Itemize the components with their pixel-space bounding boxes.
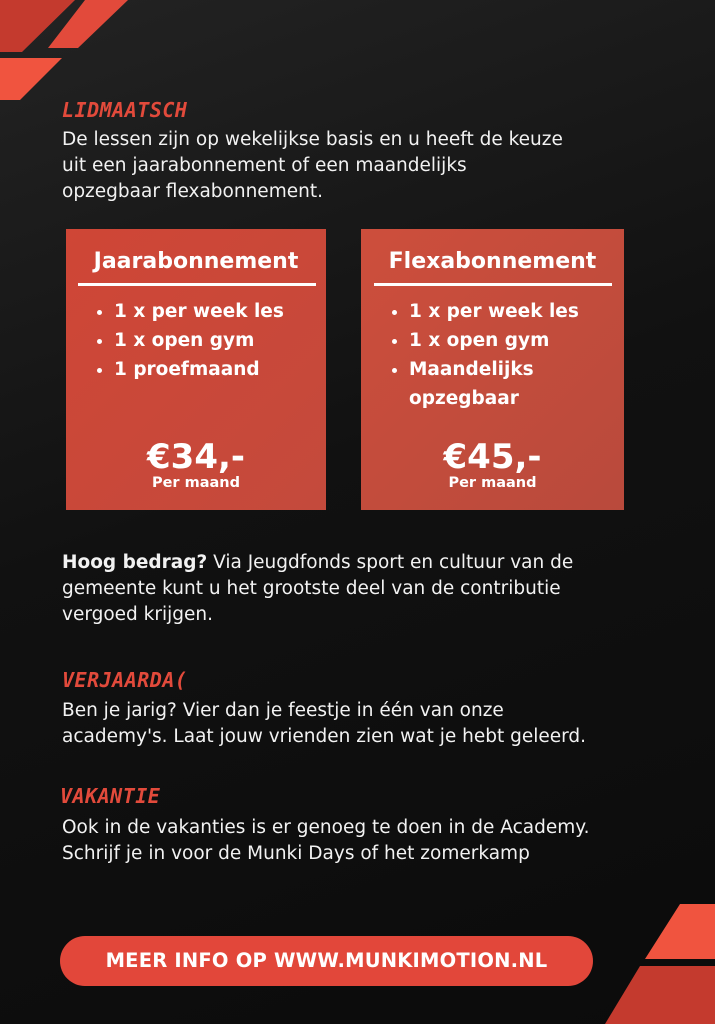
plan-title: Jaarabonnement bbox=[93, 249, 299, 274]
plan-features bbox=[383, 297, 609, 413]
top-left-decoration bbox=[0, 0, 130, 100]
plan-price: €34,- bbox=[147, 437, 245, 477]
funding-note-text: Via Jeugdfonds sport en cultuur van de bbox=[207, 552, 574, 573]
plan-feature: • 1 x per week les bbox=[409, 297, 609, 326]
membership-intro-line: uit een jaarabonnement of een maandelijks bbox=[62, 155, 467, 176]
plan-card-flex bbox=[361, 229, 624, 510]
plan-price-period: Per maand bbox=[151, 475, 241, 491]
plan-feature: • 1 proefmaand bbox=[114, 355, 284, 384]
membership-heading: LIDMAATSCH bbox=[62, 98, 188, 122]
bottom-right-decoration bbox=[585, 904, 715, 1024]
more-info-button[interactable]: MEER INFO OP WWW.MUNKIMOTION.NL bbox=[60, 936, 593, 986]
plan-title-divider bbox=[78, 283, 316, 286]
holiday-line: Schrijf je in voor de Munki Days of het zomerkamp bbox=[62, 843, 530, 864]
funding-note-bold: Hoog bedrag? bbox=[62, 552, 208, 573]
funding-note-text: gemeente kunt u het grootste deel van de contributie bbox=[62, 578, 561, 599]
plan-feature: • Maandelijks opzegbaar bbox=[409, 355, 609, 413]
birthday-text bbox=[62, 698, 662, 750]
plan-price-period: Per maand bbox=[448, 475, 537, 491]
birthday-line: Ben je jarig? Vier dan je feestje in één van onze bbox=[62, 700, 504, 721]
plan-price: €45,- bbox=[443, 437, 542, 477]
membership-intro bbox=[62, 127, 662, 205]
holiday-line: Ook in de vakanties is er genoeg te doen in de Academy. bbox=[62, 817, 590, 838]
membership-intro-line: De lessen zijn op wekelijkse basis en u heeft de keuze bbox=[62, 129, 563, 150]
plan-title-divider bbox=[374, 283, 612, 286]
plan-feature: • 1 x per week les bbox=[114, 297, 284, 326]
holiday-heading: VAKANTIE bbox=[60, 784, 161, 808]
plan-title: Flexabonnement bbox=[388, 249, 597, 274]
plan-card-yearly bbox=[66, 229, 326, 510]
holiday-text bbox=[62, 815, 662, 867]
membership-intro-line: opzegbaar flexabonnement. bbox=[62, 181, 323, 202]
plan-features bbox=[88, 297, 284, 384]
plan-feature: • 1 x open gym bbox=[114, 326, 284, 355]
birthday-heading: VERJAARDA( bbox=[62, 668, 188, 692]
plan-feature: • 1 x open gym bbox=[409, 326, 609, 355]
birthday-line: academy's. Laat jouw vrienden zien wat je hebt geleerd. bbox=[62, 726, 587, 747]
funding-note bbox=[62, 550, 662, 628]
funding-note-text: vergoed krijgen. bbox=[62, 604, 214, 625]
